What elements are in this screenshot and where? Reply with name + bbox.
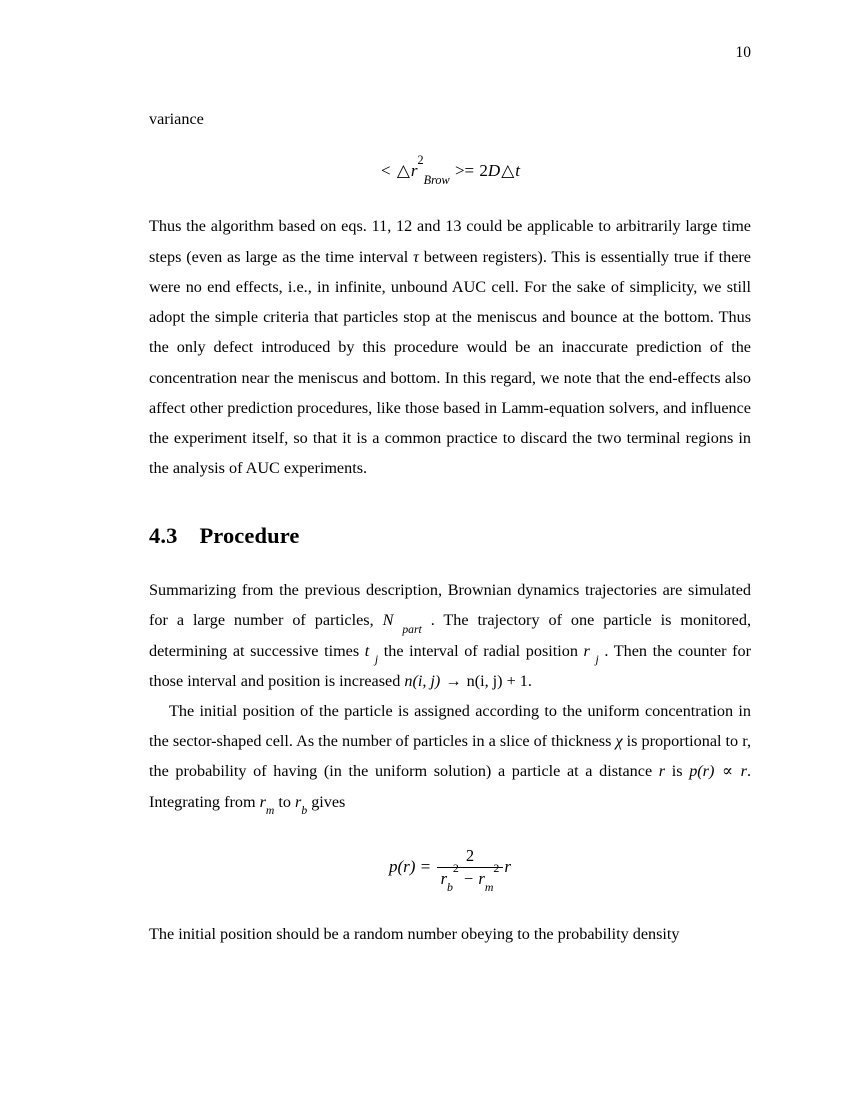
probability-rhs: r — [740, 762, 747, 781]
proportional-to-icon: ∝ — [722, 762, 734, 781]
paragraph-1-part-b: between registers). This is essentially true if there were no end effects, i.e., in infinite, unbound AUC cell. For the sake of simplicity, we still adopt the simple criteria that particles stop at the meniscus and bounce at the bottom. Thus the only defect introduced by this procedure would be an inaccurate prediction of the concentration near the meniscus and bottom. In this regard, we note that the end-effects also affect other prediction procedures, like those based in Lamm-equation solvers, and influence the experiment itself, so that it is a common practice to discard the two terminal regions in the analysis of AUC experiments. — [149, 247, 751, 478]
spacer — [149, 181, 751, 211]
paragraph-3-part-d: . Integrating from — [149, 762, 752, 811]
meniscus-radius-symbol: r — [259, 792, 266, 811]
variance-coefficient: 2 — [479, 161, 488, 181]
paragraph-random-number: The initial position should be a random number obeying to the probability density — [149, 925, 680, 944]
time-index-symbol: t — [364, 641, 370, 660]
time-index-subscript: j — [374, 653, 379, 667]
delta-icon-2: △ — [501, 161, 515, 181]
bottom-radius-symbol: r — [295, 792, 302, 811]
radial-position-symbol: r — [583, 641, 590, 660]
paragraph-2-part-c: the interval of radial position — [378, 641, 584, 660]
den-second-sub: m — [484, 880, 494, 895]
paragraph-2-part-a: Summarizing from the previous description, Brownian dynamics trajectories are simulated for a large number of particles, — [149, 581, 751, 630]
angle-open: < — [380, 161, 391, 181]
minus-sign: − — [463, 868, 474, 888]
meniscus-radius-subscript: m — [265, 804, 275, 818]
distance-symbol: r — [658, 762, 666, 781]
lead-word: variance — [149, 110, 204, 128]
n-part-subscript: part — [402, 622, 422, 636]
section-number: 4.3 — [149, 523, 178, 549]
fraction — [437, 845, 504, 895]
equation-variance — [149, 152, 751, 187]
n-part-symbol: N — [382, 611, 394, 630]
tau-symbol: τ — [413, 247, 419, 266]
page-number: 10 — [735, 44, 751, 61]
paragraph-3-part-a: The initial position of the particle is assigned according to the uniform concentration in the sector-shaped cell. As the number of particles in a slice of thickness — [149, 702, 751, 751]
diffusion-symbol: D — [487, 161, 501, 181]
den-first-sup: 2 — [452, 860, 459, 875]
delta-icon: △ — [396, 161, 410, 181]
paragraph-3-part-f: gives — [307, 792, 346, 811]
equation-probability-density — [149, 845, 751, 895]
spacer — [149, 817, 751, 847]
chi-symbol: χ — [615, 732, 623, 751]
paragraph-2-part-b: . The trajectory of one particle is monitored, determining at successive times — [149, 611, 752, 660]
time-symbol: t — [515, 161, 520, 181]
equation-pr-lhs: p(r) — [389, 857, 416, 877]
den-first-base: r — [440, 868, 447, 888]
paragraph-3-part-b: is proportional to r, the probability of having (in the uniform solution) a particle at a distance — [149, 732, 751, 781]
angle-close-equals: >= — [454, 161, 475, 181]
variance-variable: r — [410, 161, 418, 181]
spacer — [149, 549, 751, 575]
paragraph-3-part-e: to — [274, 792, 295, 811]
paragraph-thus-the-algorithm — [149, 211, 751, 483]
equation-pr-body — [389, 845, 511, 895]
spacer — [149, 134, 751, 160]
text-column — [149, 104, 751, 950]
spacer — [149, 483, 751, 523]
probability-function: p(r) — [689, 762, 715, 781]
equation-pr-trailing: r — [504, 857, 511, 877]
paragraph-initial-position — [149, 696, 751, 817]
variance-exponent: 2 — [417, 152, 424, 167]
paragraph-summarizing — [149, 575, 751, 696]
lead-word-paragraph — [149, 104, 751, 134]
den-second-base: r — [478, 868, 485, 888]
equation-variance-body — [380, 152, 520, 187]
equals-sign: = — [420, 857, 431, 877]
paragraph-1-part-a: Thus the algorithm based on eqs. 11, 12 and 13 could be applicable to arbitrarily large time steps (even as large as the time interval — [149, 217, 751, 266]
bottom-radius-subscript: b — [301, 804, 308, 818]
paragraph-2-part-e: . — [527, 671, 532, 690]
fraction-numerator: 2 — [437, 846, 504, 868]
variance-subscript: Brow — [423, 172, 450, 187]
radial-position-subscript: j — [595, 653, 599, 667]
arrow-icon: → — [445, 671, 462, 690]
section-title: Procedure — [199, 523, 300, 549]
counter-rhs: n(i, j) + 1 — [466, 671, 528, 690]
counter-lhs: n(i, j) — [404, 671, 441, 690]
paragraph-2-part-d: . Then the counter for those interval and position is increased — [149, 641, 752, 690]
section-heading-procedure — [149, 523, 751, 549]
den-second-sup: 2 — [493, 860, 500, 875]
fraction-denominator — [437, 860, 504, 895]
den-first-sub: b — [446, 880, 453, 895]
paragraph-3-part-c: is — [665, 762, 690, 781]
